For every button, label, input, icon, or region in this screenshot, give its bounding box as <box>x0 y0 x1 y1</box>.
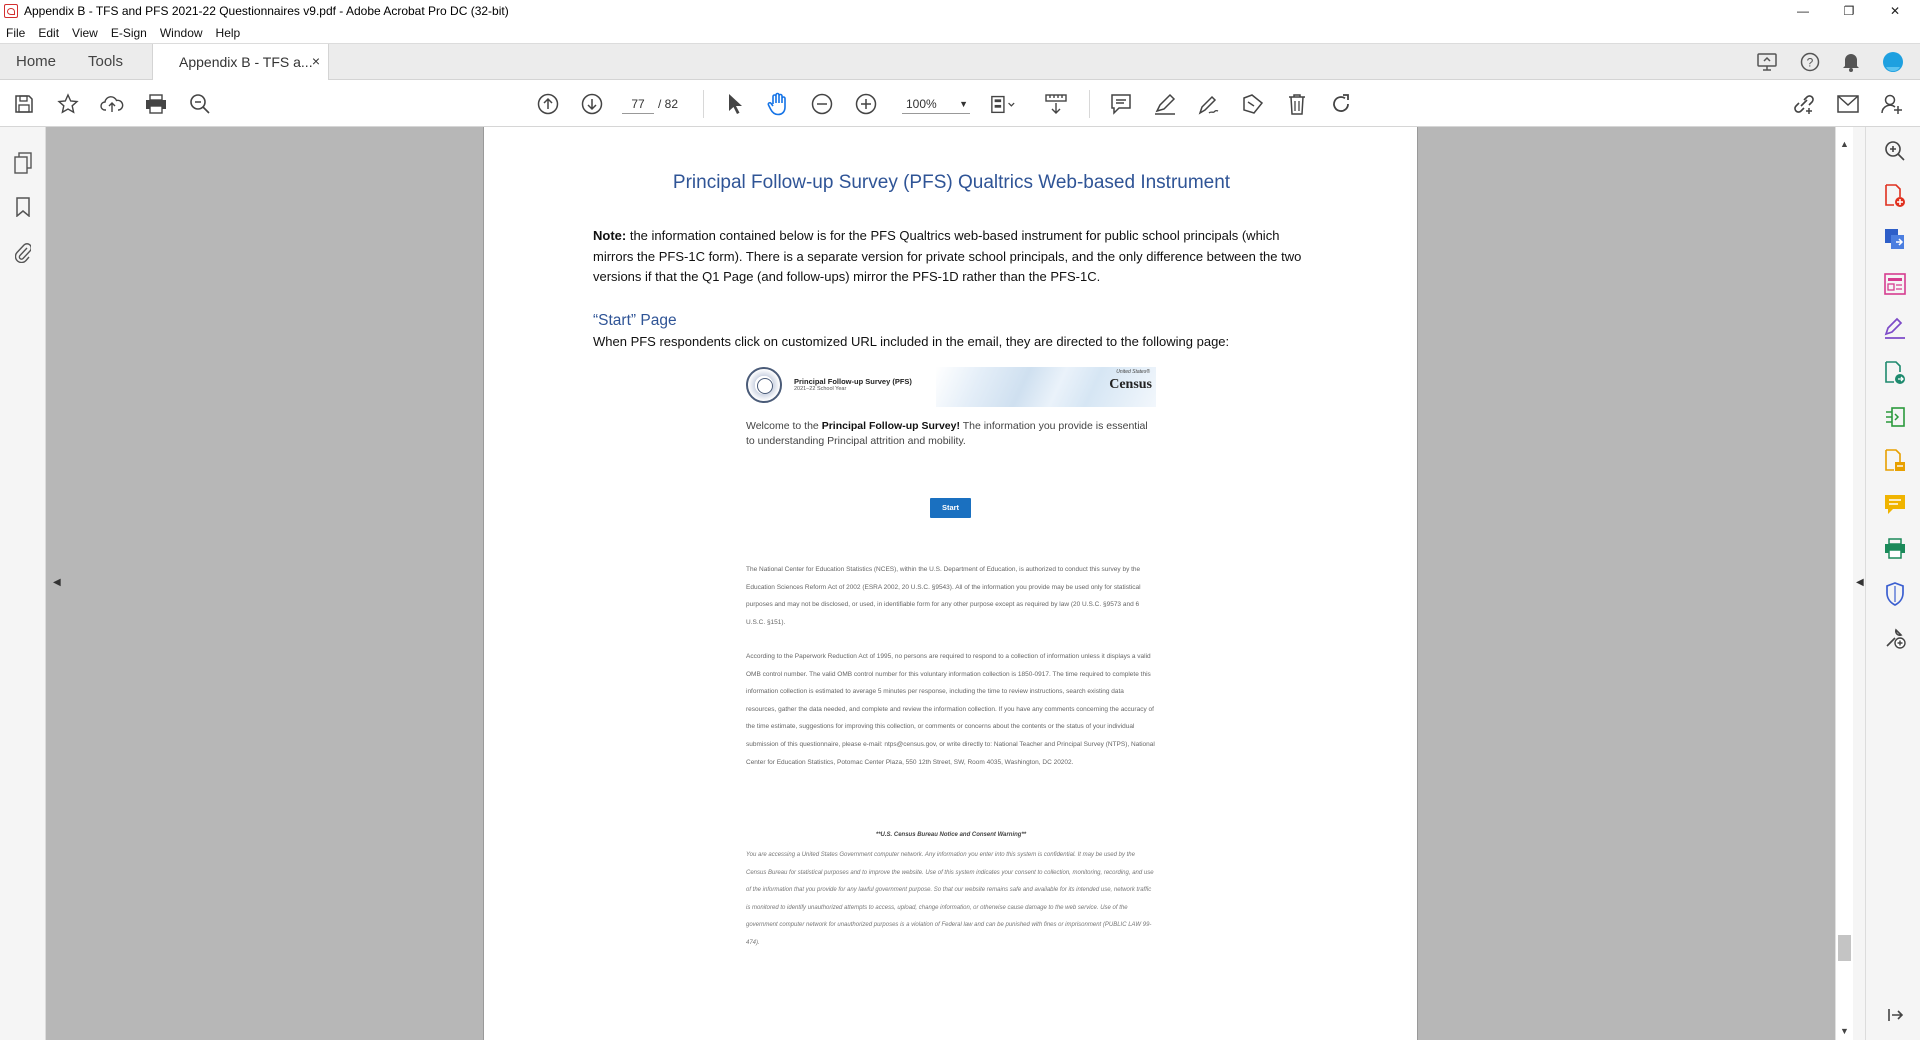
comment-tool-icon[interactable] <box>1883 493 1907 517</box>
tab-document-label: Appendix B - TFS a... <box>179 54 313 70</box>
tab-bar <box>0 43 1920 80</box>
collapse-left-arrow-icon: ◀ <box>53 577 61 588</box>
page-number-input[interactable]: 77 <box>622 94 654 114</box>
print-production-icon[interactable] <box>1883 537 1907 561</box>
upload-cloud-icon[interactable] <box>99 91 125 117</box>
toolbar-divider <box>1089 90 1090 118</box>
right-pane-toggle[interactable] <box>1853 127 1865 1040</box>
print-icon[interactable] <box>143 91 169 117</box>
previous-page-icon[interactable] <box>535 91 561 117</box>
scroll-down-arrow-icon[interactable]: ▼ <box>1840 1026 1849 1036</box>
scrollbar-thumb[interactable] <box>1838 935 1851 961</box>
email-icon[interactable] <box>1835 91 1861 117</box>
svg-text:?: ? <box>1806 55 1814 70</box>
screenshot-welcome-text <box>746 419 1156 449</box>
main-toolbar <box>0 80 1920 127</box>
share-screen-icon[interactable] <box>1756 51 1778 73</box>
delete-trash-icon[interactable] <box>1284 91 1310 117</box>
section-heading: “Start” Page <box>593 312 677 329</box>
zoom-level-value: 100% <box>906 97 937 111</box>
document-note <box>593 226 1313 288</box>
education-department-seal-icon <box>746 367 782 403</box>
user-avatar[interactable] <box>1882 51 1904 73</box>
acrobat-icon <box>4 4 18 18</box>
highlight-pen-icon[interactable] <box>1152 91 1178 117</box>
document-title: Principal Follow-up Survey (PFS) Qualtrics Web-based Instrument <box>672 172 1231 193</box>
close-tab-button[interactable]: × <box>311 53 320 69</box>
right-tools-pane <box>1865 127 1920 1040</box>
menu-view[interactable]: View <box>72 25 98 40</box>
rotate-redo-icon[interactable] <box>1328 91 1354 117</box>
zoom-out-icon[interactable] <box>809 91 835 117</box>
create-form-icon[interactable] <box>1883 272 1907 296</box>
bookmark-star-icon[interactable] <box>55 91 81 117</box>
zoom-level-select[interactable] <box>902 94 970 114</box>
page-thumbnails-icon[interactable] <box>10 150 36 176</box>
document-viewport[interactable] <box>68 127 1835 1040</box>
left-pane-toggle[interactable] <box>46 127 68 1040</box>
window-titlebar <box>0 0 1920 22</box>
menu-edit[interactable]: Edit <box>38 25 60 40</box>
help-icon[interactable] <box>1799 51 1821 73</box>
census-banner <box>936 367 1156 407</box>
note-text: the information contained below is for the PFS Qualtrics web-based instrument for public school principals (which mirrors the PFS-1C form). There is a separate version for private school principals, and the only difference between the two versions if that the Q1 Page (and follow-ups) mirror the PFS-1D rather than the PFS-1C. <box>593 228 1302 284</box>
save-icon[interactable] <box>11 91 37 117</box>
tab-home[interactable]: Home <box>16 53 57 70</box>
tab-document[interactable] <box>152 44 329 81</box>
notifications-bell-icon[interactable] <box>1840 51 1862 73</box>
hand-tool-icon[interactable] <box>765 91 791 117</box>
left-navigation-pane <box>0 127 46 1040</box>
pdf-page <box>483 127 1418 1040</box>
scroll-up-arrow-icon[interactable]: ▲ <box>1840 139 1849 149</box>
screenshot-nces-paragraph: The National Center for Education Statistics (NCES), within the U.S. Department of Education, is authorized to conduct this survey by the Education Sciences Reform Act of 2002 (ESRA 2002, 20 U.S.C. §9543). All of the information you provide may be used only for statistical purposes and may not be disclosed, or used, in identifiable form for any other purpose except as required by law (20 U.S.C. §9573 and 6 U.S.C. §151). <box>746 566 1141 626</box>
minimize-button[interactable]: — <box>1797 4 1809 18</box>
attachments-paperclip-icon[interactable] <box>10 239 36 265</box>
screenshot-notice-text: You are accessing a United States Government computer network. Any information you enter into this system is confidential. It may be used by the Census Bureau for statistical purposes and to improve the website. Use of this system indicates your consent to collection, monitoring, recording, and use of the information that you provide for any lawful government purpose. So that our website remains safe and available for its intended use, network traffic is monitored to identify unauthorized attempts to access, upload, change information, or otherwise cause damage to the web service. Use of the government computer network for unauthorized purposes is a violation of Federal law and can be punished with fines or imprisonment (PUBLIC LAW 99-474). <box>746 852 1154 946</box>
survey-screenshot-image <box>746 367 1156 967</box>
collapse-right-arrow-icon: ◀ <box>1856 577 1864 588</box>
create-pdf-icon[interactable] <box>1883 184 1907 208</box>
collapse-panel-icon[interactable] <box>1883 1003 1907 1027</box>
menu-esign[interactable]: E-Sign <box>110 25 147 40</box>
screenshot-paperwork-paragraph: According to the Paperwork Reduction Act of 1995, no persons are required to respond to a collection of information unless it displays a valid OMB control number. The valid OMB control number for this voluntary information collection is 1850-0917. The time required to complete this information collection is estimated to average 5 minutes per response, including the time to review instructions, search existing data resources, gather the data needed, and complete and review the information collection. If you have any comments concerning the accuracy of the time estimate, suggestions for improving this collection, or comments or concerns about the contents or the status of your individual submission of this questionnaire, please e-mail: ntps@census.gov, or write directly to: National Teacher and Principal Survey (NTPS), National Center for Education Statistics, Potomac Center Plaza, 550 12th Street, SW, Room 4035, Washington, DC 20202. <box>746 653 1155 766</box>
find-zoom-icon[interactable] <box>187 91 213 117</box>
organize-pages-icon[interactable] <box>1883 405 1907 429</box>
census-logo-small-text: United States® <box>1116 369 1150 375</box>
window-title: Appendix B - TFS and PFS 2021-22 Questionnaires v9.pdf - Adobe Acrobat Pro DC (32-bit) <box>24 4 509 18</box>
more-tools-icon[interactable] <box>1883 626 1907 650</box>
combine-files-icon[interactable] <box>1883 449 1907 473</box>
search-zoom-icon[interactable] <box>1883 139 1907 163</box>
toolbar-divider <box>703 90 704 118</box>
section-text: When PFS respondents click on customized URL included in the email, they are directed to the following page: <box>593 334 1230 349</box>
note-label: Note: <box>593 228 627 243</box>
export-pdf-icon[interactable] <box>1883 228 1907 252</box>
menu-file[interactable]: File <box>6 25 26 40</box>
zoom-in-icon[interactable] <box>853 91 879 117</box>
close-window-button[interactable]: ✕ <box>1889 4 1901 18</box>
chevron-down-icon: ▼ <box>959 99 968 109</box>
page-display-icon[interactable] <box>990 91 1016 117</box>
protect-shield-icon[interactable] <box>1883 582 1907 606</box>
comment-icon[interactable] <box>1108 91 1134 117</box>
next-page-icon[interactable] <box>579 91 605 117</box>
page-total: / 82 <box>658 97 679 111</box>
tab-tools[interactable]: Tools <box>88 53 124 70</box>
menu-bar <box>0 22 1920 43</box>
bookmarks-icon[interactable] <box>10 194 36 220</box>
welcome-suffix: The information you provide is essential to understanding Principal attrition and mobility. <box>746 420 1148 447</box>
fill-and-sign-icon[interactable] <box>1883 316 1907 340</box>
menu-help[interactable]: Help <box>215 25 241 40</box>
welcome-prefix: Welcome to the <box>746 420 822 432</box>
screenshot-notice-heading: **U.S. Census Bureau Notice and Consent Warning** <box>875 832 1027 838</box>
census-logo: Census <box>1109 377 1152 392</box>
screenshot-start-button: Start <box>930 498 971 518</box>
vertical-scrollbar[interactable] <box>1835 127 1853 1040</box>
add-user-icon[interactable] <box>1879 91 1905 117</box>
screenshot-survey-year: 2021–22 School Year <box>794 386 847 392</box>
menu-window[interactable]: Window <box>159 25 203 40</box>
edit-pdf-icon[interactable] <box>1240 91 1266 117</box>
welcome-bold: Principal Follow-up Survey! <box>821 420 960 432</box>
send-for-signature-icon[interactable] <box>1883 361 1907 385</box>
maximize-button[interactable]: ❐ <box>1843 4 1855 18</box>
fill-sign-icon[interactable] <box>1196 91 1222 117</box>
scroll-mode-icon[interactable] <box>1043 91 1069 117</box>
share-link-icon[interactable] <box>1791 91 1817 117</box>
screenshot-survey-title: Principal Follow-up Survey (PFS) <box>794 377 912 386</box>
select-cursor-icon[interactable] <box>722 91 748 117</box>
